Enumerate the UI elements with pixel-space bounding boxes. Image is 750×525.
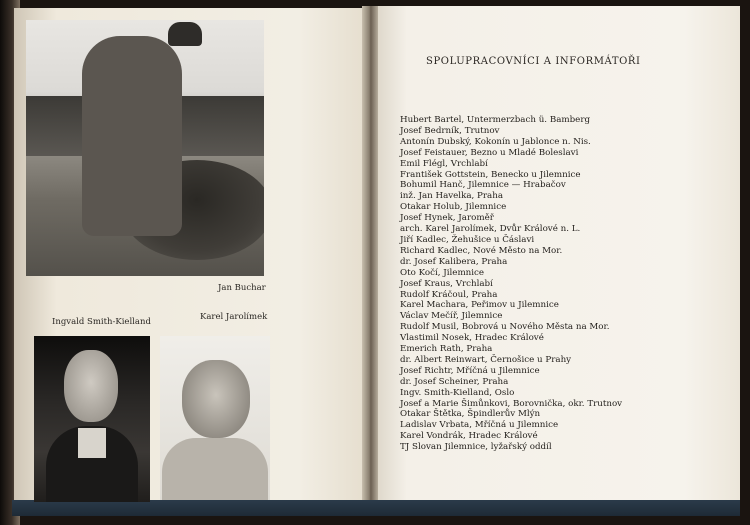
- contributor-entry: Josef Feistauer, Bezno u Mladé Boleslavi: [400, 147, 579, 158]
- contributor-entry: Ingv. Smith-Kielland, Oslo: [400, 387, 515, 398]
- contributor-entry: Richard Kadlec, Nové Město na Mor.: [400, 245, 563, 256]
- contributor-entry: Václav Mečíř, Jilemnice: [400, 311, 503, 322]
- contributor-entry: Karel Vondrák, Hradec Králové: [400, 431, 538, 442]
- contributor-entry: Vlastimil Nosek, Hradec Králové: [400, 333, 544, 344]
- contributor-entry: Bohumil Hanč, Jilemnice — Hrabačov: [400, 180, 566, 191]
- contributor-entry: dr. Josef Scheiner, Praha: [400, 376, 509, 387]
- contributor-entry: Otakar Holub, Jilemnice: [400, 202, 507, 213]
- book-gutter: [362, 6, 378, 516]
- contributor-entry: Jiří Kadlec, Žehušice u Čáslavi: [400, 234, 535, 245]
- contributors-list: [400, 115, 622, 453]
- contributor-entry: Emil Flégl, Vrchlabí: [400, 158, 488, 169]
- contributor-entry: inž. Jan Havelka, Praha: [400, 191, 503, 202]
- contributor-entry: dr. Albert Reinwart, Černošice u Prahy: [400, 354, 572, 365]
- contributor-entry: Josef Richtr, Mříčná u Jilemnice: [400, 365, 540, 376]
- portrait-collar: [78, 428, 106, 458]
- caption-right-portrait: Karel Jarolímek: [200, 312, 268, 322]
- contributor-entry: Josef Bedrník, Trutnov: [400, 125, 500, 136]
- contributor-entry: Josef a Marie Šimůnkovi, Borovnička, okr. Trutnov: [400, 398, 623, 409]
- contributor-entry: arch. Karel Jarolímek, Dvůr Králové n. L.: [400, 224, 581, 235]
- portrait-face: [182, 360, 250, 438]
- contributor-entry: Karel Machara, Peřimov u Jilemnice: [400, 300, 559, 311]
- page-heading: SPOLUPRACOVNÍCI A INFORMÁTOŘI: [426, 56, 641, 67]
- contributor-entry: Antonín Dubský, Kokonín u Jablonce n. Nis.: [400, 136, 591, 147]
- book-cover-bottom-edge: [12, 500, 740, 516]
- contributor-entry: Hubert Bartel, Untermerzbach ü. Bamberg: [400, 115, 591, 125]
- portrait-ingvald-smith-kielland: [34, 336, 150, 502]
- contributor-entry: Emerich Rath, Praha: [400, 344, 493, 355]
- photo-man-figure: [82, 36, 182, 236]
- caption-main-photo: Jan Buchar: [218, 283, 266, 293]
- contributor-entry: Ladislav Vrbata, Mříčná u Jilemnice: [400, 420, 559, 431]
- contributor-entry: Rudolf Musil, Bobrová u Nového Města na Mor.: [400, 322, 610, 333]
- portrait-face: [64, 350, 118, 422]
- contributor-entry: Rudolf Kráčoul, Praha: [400, 289, 498, 300]
- contributor-entry: Oto Kočí, Jilemnice: [400, 267, 485, 278]
- contributor-entry: Otakar Štětka, Špindlerův Mlýn: [400, 409, 541, 420]
- photo-jan-buchar: [26, 20, 264, 276]
- contributor-entry: Josef Hynek, Jaroměř: [400, 213, 494, 224]
- contributor-entry: dr. Josef Kalibera, Praha: [400, 256, 508, 267]
- contributor-entry: TJ Slovan Jilemnice, lyžařský oddíl: [400, 442, 552, 453]
- contributor-entry: Josef Kraus, Vrchlabí: [400, 278, 493, 289]
- portrait-karel-jarolimek: [160, 336, 270, 500]
- contributor-entry: František Gottstein, Benecko u Jilemnice: [400, 169, 581, 180]
- portrait-shirt: [162, 438, 268, 500]
- photo-man-hat: [168, 22, 202, 46]
- caption-left-portrait: Ingvald Smith-Kielland: [52, 317, 151, 327]
